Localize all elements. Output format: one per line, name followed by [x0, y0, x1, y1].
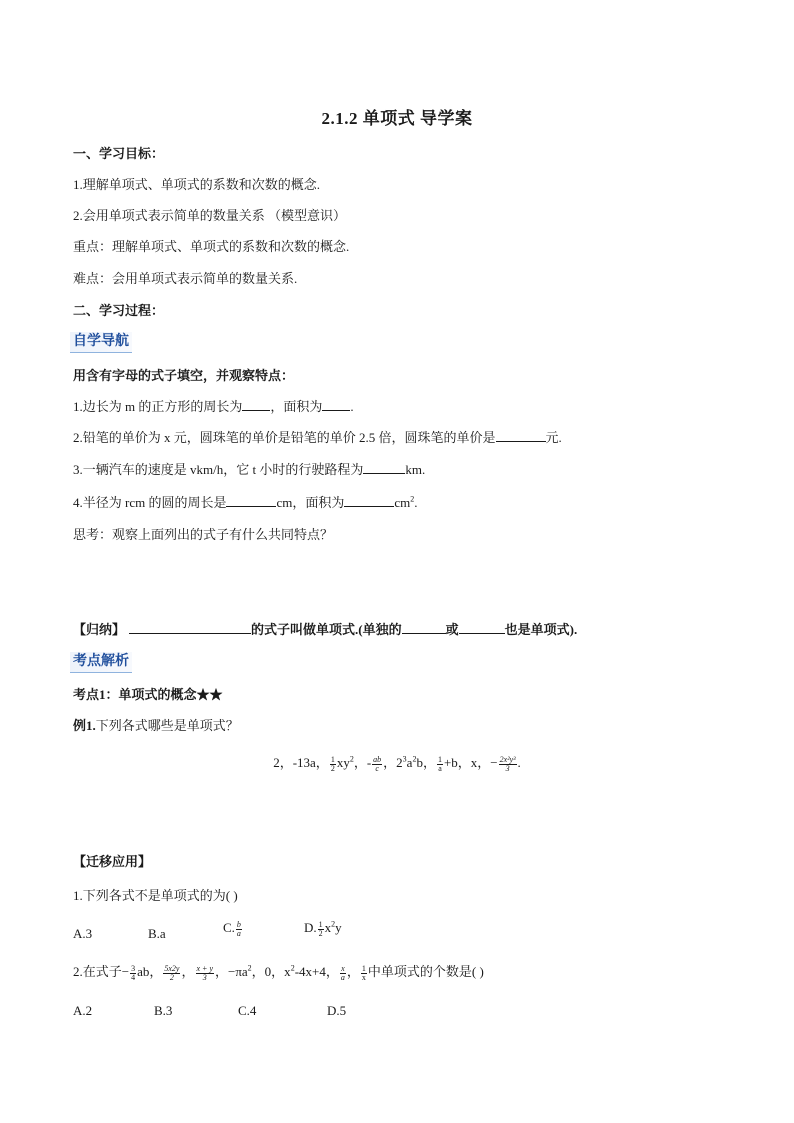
- summary-text-b: 的式子叫做单项式.(单独的: [251, 622, 402, 637]
- t1-option-a[interactable]: A.3: [73, 926, 93, 941]
- summary-line: [73, 621, 577, 639]
- expr-sup: 2: [290, 963, 295, 973]
- frac-num: 1: [437, 754, 442, 764]
- q3-blank[interactable]: [363, 461, 405, 474]
- question-3: [73, 461, 425, 479]
- fraction-ab-over-c: [372, 756, 382, 773]
- frac-num: ab: [373, 754, 382, 764]
- think-question: 思考：观察上面列出的式子有什么共同特点？: [73, 527, 334, 542]
- fraction-1-over-a: [437, 756, 443, 773]
- t2-option-c[interactable]: C.4: [238, 1003, 257, 1018]
- q4-blank-circumference[interactable]: [226, 494, 276, 507]
- frac-num: 1: [318, 919, 323, 929]
- t1-option-c[interactable]: [223, 920, 243, 938]
- q1-blank-area[interactable]: [322, 398, 350, 411]
- frac-den: 2: [318, 928, 323, 938]
- q2-text-b: 元.: [545, 430, 562, 445]
- section2-heading: 二、学习过程：: [73, 303, 165, 318]
- example-1: [73, 717, 239, 735]
- frac-den: 2: [330, 763, 335, 773]
- page-title: 2.1.2 单项式 导学案: [321, 109, 473, 128]
- expr-sup: 2: [331, 919, 336, 929]
- frac-den: 2: [169, 972, 174, 982]
- transfer-q1-stem: 1.下列各式不是单项式的为( ): [73, 888, 238, 903]
- frac-den: x: [361, 972, 366, 982]
- t1-option-d[interactable]: [304, 920, 342, 938]
- transfer-q2-stem: [73, 963, 484, 982]
- t2-option-a[interactable]: A.2: [73, 1003, 93, 1018]
- t2-part: -4x+4，: [294, 964, 339, 979]
- summary-blank-1[interactable]: [402, 621, 446, 634]
- expr-part: x: [324, 920, 332, 935]
- frac-num: 2x²y³: [499, 754, 516, 764]
- q3-text-b: km.: [405, 462, 426, 477]
- q4-text-b: cm，面积为: [276, 495, 345, 510]
- t2-option-d[interactable]: D.5: [327, 1003, 347, 1018]
- q4-sup: 2: [410, 494, 415, 504]
- q1-text-b: ，面积为: [270, 399, 323, 414]
- section1-heading: 一、学习目标：: [73, 146, 165, 161]
- q4-blank-area[interactable]: [344, 494, 394, 507]
- fraction-1-over-x: [361, 965, 367, 982]
- q1-blank-perimeter[interactable]: [242, 398, 270, 411]
- frac-den: 3: [505, 763, 510, 773]
- frac-num: x: [341, 963, 345, 973]
- t2-option-b[interactable]: B.3: [154, 1003, 173, 1018]
- summary-text-c: 或: [445, 622, 459, 637]
- expr-part: .: [517, 755, 521, 770]
- t2-part: 中单项式的个数是( ): [367, 964, 484, 979]
- example-text: 下列各式哪些是单项式？: [95, 718, 239, 733]
- expr-part: xy: [336, 755, 350, 770]
- expr-part: +b，x，−: [443, 755, 498, 770]
- frac-den: a: [236, 928, 241, 938]
- opt-prefix: C.: [223, 920, 235, 935]
- q1-text-c: .: [350, 399, 354, 414]
- transfer-heading: 【迁移应用】: [73, 854, 152, 869]
- expr-sup: 2: [247, 963, 252, 973]
- frac-den: 4: [131, 972, 136, 982]
- q2-text-a: 2.铅笔的单价为 x 元，圆珠笔的单价是铅笔的单价 2.5 倍，圆珠笔的单价是: [73, 430, 496, 445]
- frac-num: 1: [330, 754, 335, 764]
- frac-den: a: [340, 972, 345, 982]
- summary-text-d: 也是单项式).: [504, 622, 578, 637]
- q1-text-a: 1.边长为 m 的正方形的周长为: [73, 399, 243, 414]
- frac-num: b: [236, 919, 241, 929]
- frac-num: 3: [131, 963, 136, 973]
- fraction-x-over-a: [340, 965, 346, 982]
- opt-prefix: D.: [304, 920, 317, 935]
- expr-part: b，: [416, 755, 436, 770]
- fraction-2x2y3-over-3: [499, 756, 517, 773]
- question-2: [73, 429, 562, 447]
- frac-num: x + y: [196, 963, 213, 973]
- frac-den: 3: [202, 972, 207, 982]
- frac-num: 5x2y: [164, 963, 180, 973]
- frac-num: 1: [361, 963, 366, 973]
- question-1: [73, 398, 354, 416]
- analysis-tag: 考点解析: [70, 652, 132, 673]
- expr-part: a: [406, 755, 413, 770]
- objective-1: 1.理解单项式、单项式的系数和次数的概念.: [73, 177, 321, 192]
- q4-text-a: 4.半径为 rcm 的圆的周长是: [73, 495, 227, 510]
- point1-heading: 考点1：单项式的概念★★: [73, 687, 223, 702]
- fraction-half: [318, 921, 324, 938]
- q2-blank[interactable]: [496, 429, 546, 442]
- expr-part: ，-: [353, 755, 372, 770]
- expr-part: 2，-13a，: [273, 755, 329, 770]
- fraction-3-over-4: [130, 965, 136, 982]
- difficult-point: 难点：会用单项式表示简单的数量关系.: [73, 271, 298, 286]
- q4-text-c: cm: [394, 495, 411, 510]
- self-study-tag: 自学导航: [70, 332, 132, 353]
- expr-part: ，2: [383, 755, 403, 770]
- frac-den: a: [438, 763, 442, 773]
- frac-den: c: [375, 763, 379, 773]
- example-label: 例1.: [73, 718, 96, 733]
- fraction-half: [330, 756, 336, 773]
- t2-part: ，: [346, 964, 360, 979]
- t2-part: ab，: [137, 964, 163, 979]
- objective-2: 2.会用单项式表示简单的数量关系 （模型意识）: [73, 208, 347, 223]
- example-expression: [0, 752, 794, 773]
- question-4: [73, 494, 418, 512]
- summary-blank-definition[interactable]: [129, 621, 251, 634]
- key-point: 重点：理解单项式、单项式的系数和次数的概念.: [73, 239, 350, 254]
- fraction-5x2y-over-2: [163, 965, 180, 982]
- t2-part: ，−πa: [215, 964, 248, 979]
- q3-text-a: 3.一辆汽车的速度是 vkm/h，它 t 小时的行驶路程为: [73, 462, 364, 477]
- expr-sup: 2: [412, 754, 417, 764]
- expr-sup: 2: [349, 754, 354, 764]
- t2-part: ，: [181, 964, 195, 979]
- fill-intro: 用含有字母的式子填空，并观察特点：: [73, 368, 295, 383]
- t1-option-b[interactable]: B.a: [148, 926, 166, 941]
- expr-sup: 3: [402, 754, 407, 764]
- t2-part: ，0，x: [251, 964, 291, 979]
- expr-part: y: [335, 920, 342, 935]
- fraction-b-over-a: [236, 921, 242, 938]
- fraction-x-plus-y-over-3: [196, 965, 215, 982]
- t2-part: 2.在式子−: [73, 964, 130, 979]
- summary-blank-2[interactable]: [459, 621, 505, 634]
- q4-text-d: .: [414, 495, 418, 510]
- summary-label: 【归纳】: [73, 622, 126, 637]
